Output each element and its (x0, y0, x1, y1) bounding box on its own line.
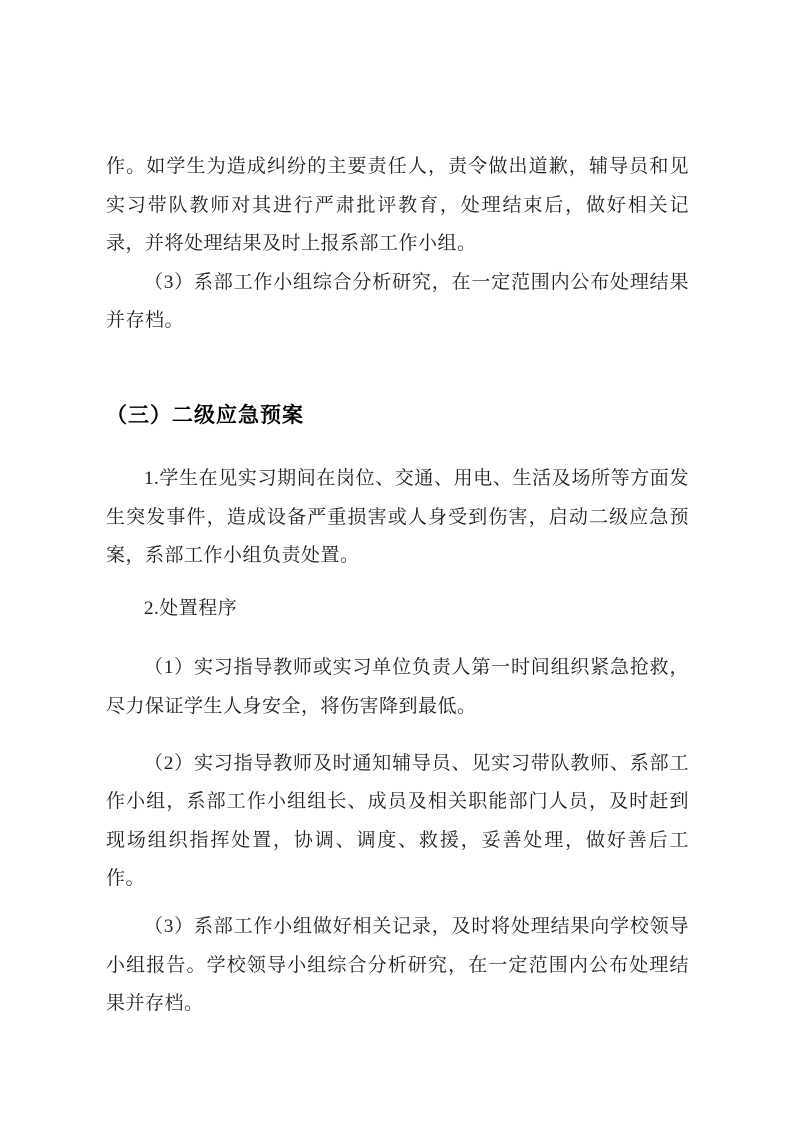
paragraph-item-1: 1.学生在见实习期间在岗位、交通、用电、生活及场所等方面发生突发事件，造成设备严重损害或人身受到伤害，启动二级应急预案，系部工作小组负责处置。 (106, 467, 689, 567)
paragraph-step-1: （1）实习指导教师或实习单位负责人第一时间组织紧急抢救，尽力保证学生人身安全，将伤害降到最低。 (106, 657, 689, 717)
section-heading-level2-emergency-plan: （三）二级应急预案 (106, 403, 304, 427)
paragraph-continuation: 作。如学生为造成纠纷的主要责任人，责令做出道歉，辅导员和见实习带队教师对其进行严肃批评教育，处理结束后，做好相关记录，并将处理结果及时上报系部工作小组。 (106, 156, 689, 255)
paragraph-step-2: （2）实习指导教师及时通知辅导员、见实习带队教师、系部工作小组，系部工作小组组长、成员及相关职能部门人员，及时赶到现场组织指挥处置，协调、调度、救援，妥善处理，做好善后工作。 (106, 752, 689, 890)
paragraph-prev-section-item-3: （3）系部工作小组综合分析研究，在一定范围内公布处理结果并存档。 (106, 271, 689, 332)
paragraph-step-3: （3）系部工作小组做好相关记录，及时将处理结果向学校领导小组报告。学校领导小组综合分析研究，在一定范围内公布处理结果并存档。 (106, 915, 689, 1015)
paragraph-item-2-disposal-procedure: 2.处置程序 (144, 597, 238, 619)
